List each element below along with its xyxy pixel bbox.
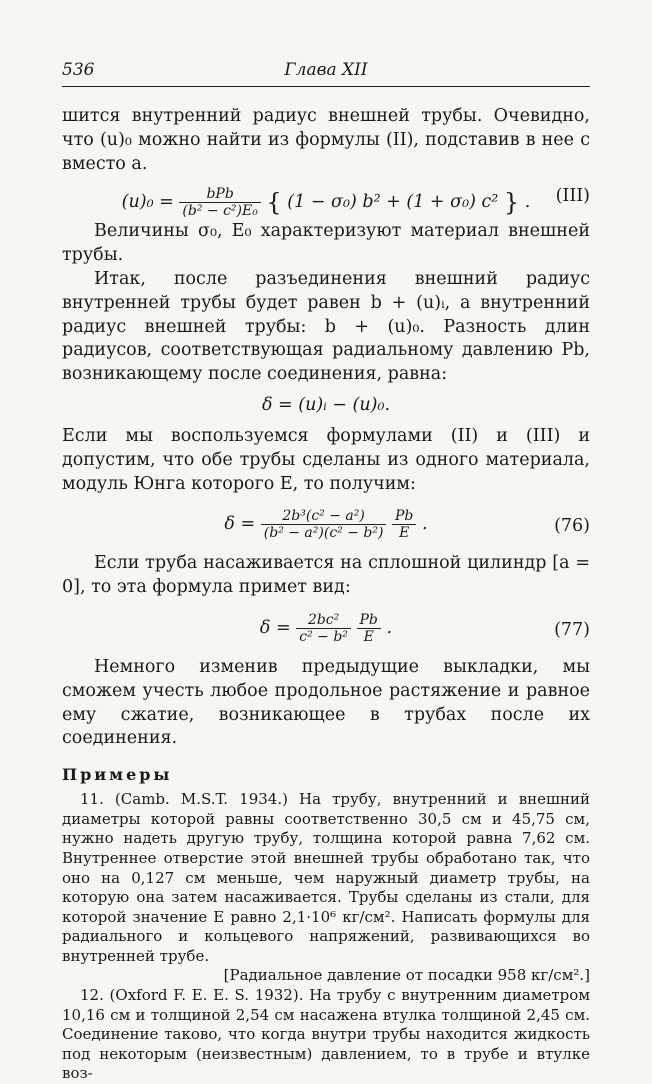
paragraph: Итак, после разъединения внешний радиус внутренней трубы будет равен b + (u)ᵢ, а внутренний радиус внешней трубы: b + (u)₀. Разность длин радиусов, соответствующая радиальному давлению Pb, возникающему после соединения, равна: <box>62 268 590 385</box>
example-11: 11. (Camb. M.S.T. 1934.) На трубу, внутренний и внешний диаметры которой равны соответственно 30,5 см и 45,75 см, нужно надеть другую трубу, толщина которой равна 7,62 см. Внутреннее отверстие этой внешней трубы обработано так, что оно на 0,127 см меньше, чем наружный диаметр трубы, на которую она затем насаживается. Трубы сделаны из стали, для которой значение E равно 2,1·10⁶ кг/см². Написать формулы для радиального и кольцевого напряжений, развивающихся во внутренней трубе. <box>62 790 590 965</box>
chapter-title: Глава XII <box>284 60 368 80</box>
equation-77: δ = $\frac{\text{2bc²}}{\text{c² − b²}}$ $\frac{Pb}{E}$ . (77) <box>259 611 590 645</box>
paragraph: Немного изменив предыдущие выкладки, мы сможем учесть любое продольное растяжение и равное ему сжатие, возникающее в трубах после их соединения. <box>62 656 590 749</box>
equation-76: δ = $\frac{\text{2b³(c² − a²)}}{\text{(b² − a²)(c² − b²)}}$ $\frac{Pb}{E}$ . (76) <box>224 508 590 542</box>
equation-label: (76) <box>554 516 590 537</box>
paragraph: Если труба насаживается на сплошной цилиндр [a = 0], то эта формула примет вид: <box>62 553 590 598</box>
example-11-answer: [Радиальное давление от посадки 958 кг/см².] <box>223 966 590 985</box>
paragraph: Величины σ₀, E₀ характеризуют материал внешней трубы. <box>62 221 590 266</box>
example-12: 12. (Oxford F. E. E. S. 1932). На трубу с внутренним диаметром 10,16 см и толщиной 2,54 см насажена втулка толщиной 2,45 см. Соединение таково, что когда внутри трубы находится жидкость под некоторым (неизвестным) давлением, то в трубе и втулке воз- <box>62 986 590 1083</box>
equation-label: (III) <box>555 186 590 207</box>
paragraph: шится внутренний радиус внешней трубы. Очевидно, что (u)₀ можно найти из формулы (II), подставив в нее c вместо a. <box>62 106 590 174</box>
paragraph: Если мы воспользуемся формулами (II) и (III) и допустим, что обе трубы сделаны из одного материала, модуль Юнга которого E, то получим: <box>62 425 590 494</box>
page-number: 536 <box>62 60 95 80</box>
equation-label: (77) <box>554 619 590 640</box>
running-header <box>62 60 590 87</box>
equation-delta: δ = (u)ᵢ − (u)₀. <box>261 394 391 415</box>
equation-III: (u)₀ = $\frac{\text{bPb}}{\text{(b² − c²)E₀}}$ { (1 − σ₀) b² + (1 + σ₀) c² } . (III) <box>121 186 590 220</box>
page <box>62 60 590 1084</box>
examples-heading: Примеры <box>62 765 173 785</box>
